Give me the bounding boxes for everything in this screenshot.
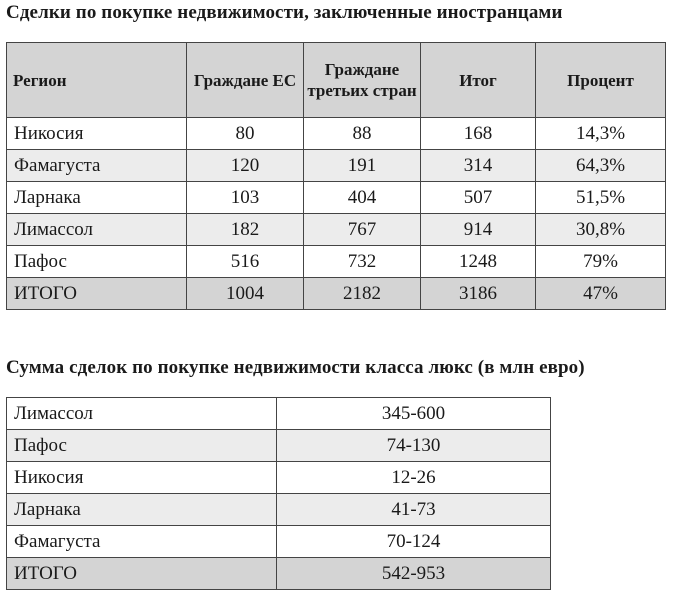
cell-region: Фамагуста — [7, 526, 277, 558]
table2-title: Сумма сделок по покупке недвижимости класса люкс (в млн евро) — [6, 357, 585, 378]
cell-amount: 70-124 — [277, 526, 551, 558]
cell-region: Пафос — [7, 430, 277, 462]
table-total-row — [7, 278, 666, 310]
cell-region: Фамагуста — [7, 150, 187, 182]
cell-third: 732 — [304, 246, 421, 278]
cell-percent: 30,8% — [536, 214, 666, 246]
cell-region: Пафос — [7, 246, 187, 278]
cell-eu: 103 — [187, 182, 304, 214]
cell-region: Никосия — [7, 118, 187, 150]
table-total-row — [7, 558, 551, 590]
table-row — [7, 430, 551, 462]
cell-percent: 47% — [536, 278, 666, 310]
header-region: Регион — [7, 43, 187, 118]
table-header-row — [7, 43, 666, 118]
cell-total: 1248 — [421, 246, 536, 278]
cell-percent: 51,5% — [536, 182, 666, 214]
cell-region: Ларнака — [7, 494, 277, 526]
cell-amount: 41-73 — [277, 494, 551, 526]
header-total: Итог — [421, 43, 536, 118]
cell-amount: 345-600 — [277, 398, 551, 430]
cell-region: ИТОГО — [7, 278, 187, 310]
cell-region: ИТОГО — [7, 558, 277, 590]
cell-eu: 120 — [187, 150, 304, 182]
cell-third: 404 — [304, 182, 421, 214]
cell-region: Лимассол — [7, 214, 187, 246]
table-row — [7, 398, 551, 430]
cell-third: 767 — [304, 214, 421, 246]
header-third-country-citizens: Граждане третьих стран — [304, 43, 421, 118]
table-row — [7, 182, 666, 214]
table-row — [7, 526, 551, 558]
table1-title: Сделки по покупке недвижимости, заключенные иностранцами — [6, 2, 563, 23]
foreign-deals-table — [6, 42, 666, 310]
cell-percent: 14,3% — [536, 118, 666, 150]
cell-percent: 64,3% — [536, 150, 666, 182]
cell-region: Никосия — [7, 462, 277, 494]
header-percent: Процент — [536, 43, 666, 118]
cell-eu: 1004 — [187, 278, 304, 310]
cell-total: 507 — [421, 182, 536, 214]
cell-amount: 542-953 — [277, 558, 551, 590]
table-row — [7, 462, 551, 494]
cell-eu: 516 — [187, 246, 304, 278]
cell-amount: 74-130 — [277, 430, 551, 462]
table-row — [7, 246, 666, 278]
cell-third: 88 — [304, 118, 421, 150]
cell-amount: 12-26 — [277, 462, 551, 494]
table-row — [7, 214, 666, 246]
cell-total: 914 — [421, 214, 536, 246]
header-eu-citizens: Граждане ЕС — [187, 43, 304, 118]
cell-total: 3186 — [421, 278, 536, 310]
cell-third: 2182 — [304, 278, 421, 310]
table-row — [7, 494, 551, 526]
table-row — [7, 118, 666, 150]
cell-region: Лимассол — [7, 398, 277, 430]
luxury-deals-table — [6, 397, 551, 590]
table-row — [7, 150, 666, 182]
cell-eu: 182 — [187, 214, 304, 246]
cell-third: 191 — [304, 150, 421, 182]
cell-total: 168 — [421, 118, 536, 150]
cell-percent: 79% — [536, 246, 666, 278]
cell-eu: 80 — [187, 118, 304, 150]
cell-total: 314 — [421, 150, 536, 182]
cell-region: Ларнака — [7, 182, 187, 214]
